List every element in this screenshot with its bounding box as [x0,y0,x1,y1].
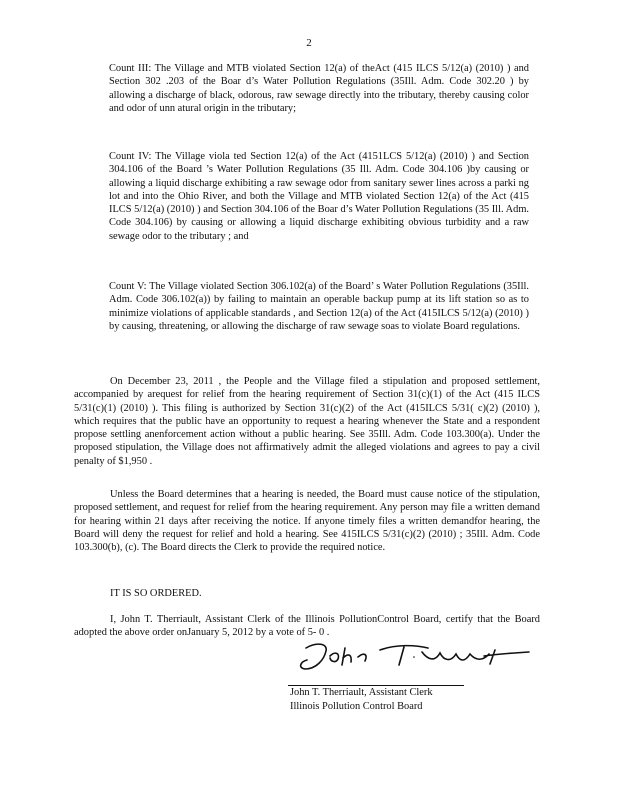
count-three: Count III: The Village and MTB violated Section 12(a) of theAct (415 ILCS 5/12(a) (2010) ) and Section 302 .203 of the Boar d’s Water Pollution Regulations (35Ill. Adm. Code 302.20 ) by allowing a discharge of black, odorous, raw sewage directly into the tributary, thereby causing color and odor of unn atural origin in the tributary; [109,63,529,114]
signer-board: Illinois Pollution Control Board [290,701,423,712]
count-five: Count V: The Village violated Section 306.102(a) of the Board’ s Water Pollution Regulations (35Ill. Adm. Code 306.102(a)) by failing to maintain an operable backup pump at its lift station so as to minimize violations of applicable standards , and Section 12(a) of the Act (415ILCS 5/12(a) (2010) ) by causing, threatening, or allowing the discharge of raw sewage soas to violate Board regulations. [109,281,529,332]
signer-name-title: John T. Therriault, Assistant Clerk [290,687,433,698]
notice-paragraph: Unless the Board determines that a hearing is needed, the Board must cause notice of the stipulation, proposed settlement, and request for relief from the hearing requirement. Any person may file a written demand for hearing within 21 days after receiving the notice. If anyone timely files a written demandfor hearing, the Board will deny the request for relief and hold a hearing. See 415ILCS 5/31(c)(2) (2010) ; 35Ill. Adm. Code 103.300(b), (c). The Board directs the Clerk to provide the required notice. [74,489,540,554]
stipulation-paragraph: On December 23, 2011 , the People and the Village filed a stipulation and proposed settlement, accompanied by arequest for relief from the hearing requirement of Section 31(c)(1) of the Act (415 ILCS 5/31(c)(1) (2010) ). This filing is authorized by Section 31(c)(2) of the Act (415ILCS 5/31( c)(2) (2010) ), which requires that the public have an opportunity to request a hearing whenever the State and a respondent propose settling anenforcement action without a public hearing. See 35Ill. Adm. Code 103.300(a). Under the proposed stipulation, the Village does not affirmatively admit the alleged violations and agrees to pay a civil penalty of $1,950 . [74,376,540,467]
signer-block [290,686,433,714]
certification: I, John T. Therriault, Assistant Clerk of the Illinois PollutionControl Board, certify that the Board adopted the above order onJanuary 5, 2012 by a vote of 5- 0 . [74,614,540,639]
page-number: 2 [306,37,312,49]
count-four: Count IV: The Village viola ted Section 12(a) of the Act (4151LCS 5/12(a) (2010) ) and Section 304.106 of the Board ’s Water Pollution Regulations (35 Ill. Adm. Code 304.106 )by causing or allowing a liquid discharge exhibiting a raw sewage odor from sanitary sewer lines across a parki ng lot and into the Ohio River, and both the Village and MTB violated Section 12(a) of the Act (415 ILCS 5/12(a) (2010) ) and Section 304.106 of the Boar d’s Water Pollution Regulations (35 Ill. Adm. Code 304.106) by causing or allowing a liquid discharge exhibiting obvious turbidity and a raw sewage odor to the tributary ; and [109,151,529,242]
so-ordered: IT IS SO ORDERED. [110,588,202,599]
handwritten-signature [288,638,538,672]
